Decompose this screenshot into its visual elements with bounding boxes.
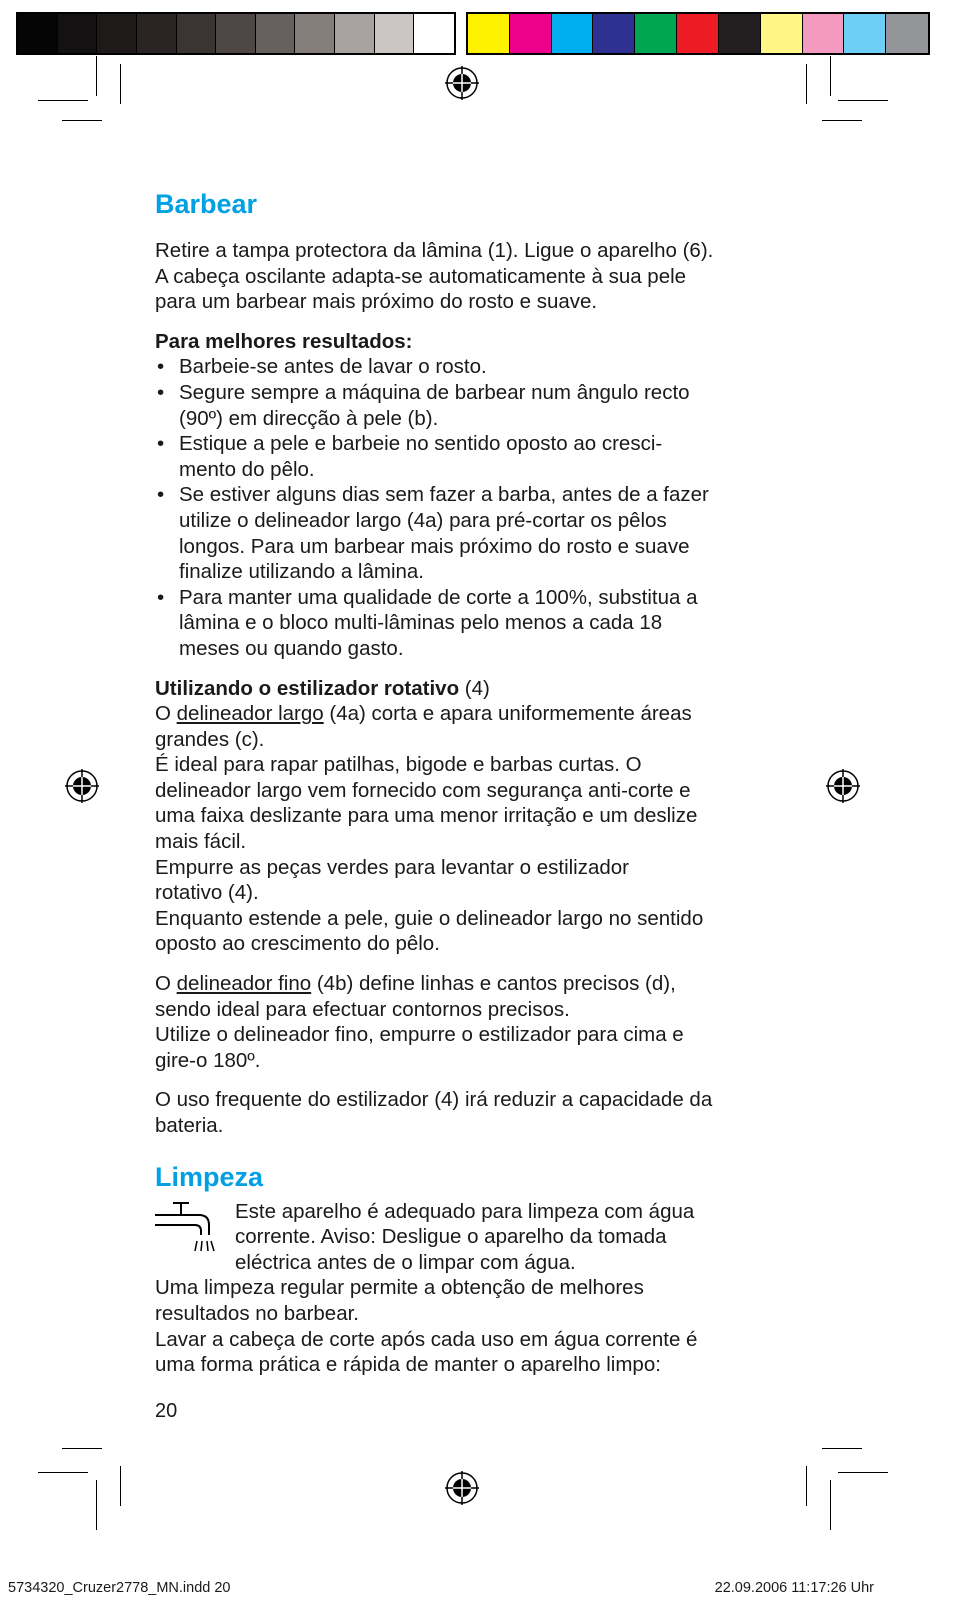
crop-mark (120, 1466, 121, 1506)
color-swatch (18, 14, 58, 53)
color-swatch (719, 14, 761, 53)
fine-trimmer-term: delineador fino (176, 972, 312, 996)
text-line: para um barbear mais próximo do rosto e suave. (155, 290, 598, 314)
crop-mark (838, 1472, 888, 1473)
crop-mark (120, 64, 121, 104)
color-swatch (295, 14, 335, 53)
registration-mark-icon (826, 769, 860, 803)
crop-mark (830, 56, 831, 96)
crop-mark (62, 1448, 102, 1449)
list-item: • Para manter uma qualidade de corte a 100%, substitua a lâmina e o bloco multi-lâminas pelo menos a cada 18 meses ou quando gasto. (155, 585, 785, 662)
color-swatch (886, 14, 928, 53)
color-swatch (335, 14, 375, 53)
color-swatch (375, 14, 415, 53)
list-item: • Estique a pele e barbeie no sentido oposto ao cresci- mento do pêlo. (155, 431, 785, 482)
styler-heading: Utilizando o estilizador rotativo (155, 676, 460, 700)
color-swatch (593, 14, 635, 53)
cleaning-body: Uma limpeza regular permite a obtenção de melhores resultados no barbear. Lavar a cabeça de corte após cada uso em água corrente é uma forma prática e rápida de manter o aparelho limpo: (155, 1276, 698, 1377)
page-content (155, 188, 785, 1378)
slug-timestamp: 22.09.2006 11:17:26 Uhr (714, 1580, 874, 1596)
color-swatch (216, 14, 256, 53)
list-item: • Segure sempre a máquina de barbear num ângulo recto (90º) em direcção à pele (b). (155, 380, 785, 431)
water-tap-icon (155, 1201, 217, 1253)
crop-mark (806, 64, 807, 104)
color-swatch (468, 14, 510, 53)
crop-mark (838, 100, 888, 101)
text-line: Retire a tampa protectora da lâmina (1). Ligue o aparelho (6). (155, 239, 714, 262)
battery-note: O uso frequente do estilizador (4) irá reduzir a capacidade da bateria. (155, 1088, 713, 1137)
color-swatch (552, 14, 594, 53)
wide-trimmer-term: delineador largo (176, 702, 324, 726)
tips-list (155, 354, 785, 661)
color-swatch (510, 14, 552, 53)
color-swatch (761, 14, 803, 53)
styler-paragraph: Utilizando o estilizador rotativo (4) O delineador largo (4a) corta e apara uniformemente áreas grandes (c). É ideal para rapar patilhas, bigode e barbas curtas. O delineador largo vem fornecido com segurança anti-corte e uma faixa deslizante para uma menor irritação e um deslize mais fácil. Empurre as peças verdes para levantar o estilizador rotativo (4). Enquanto estende a pele, guie o delineador largo no sentido oposto ao crescimento do pêlo. (155, 676, 704, 956)
color-swatch (635, 14, 677, 53)
crop-mark (96, 1480, 97, 1530)
list-item: • Barbeie-se antes de lavar o rosto. (155, 354, 785, 380)
section-title-shaving: Barbear (155, 189, 258, 219)
slug-filename: 5734320_Cruzer2778_MN.indd 20 (8, 1580, 231, 1596)
registration-mark-icon (445, 66, 479, 100)
crop-mark (38, 100, 88, 101)
registration-mark-icon (65, 769, 99, 803)
crop-mark (822, 1448, 862, 1449)
crop-mark (38, 1472, 88, 1473)
crop-mark (822, 120, 862, 121)
section-title-cleaning: Limpeza (155, 1161, 264, 1192)
tips-heading: Para melhores resultados: (155, 329, 413, 353)
color-swatch (414, 14, 454, 53)
color-swatch (844, 14, 886, 53)
color-swatch (97, 14, 137, 53)
crop-mark (830, 1480, 831, 1530)
page-number: 20 (155, 1400, 178, 1422)
color-swatch (803, 14, 845, 53)
grayscale-color-bar (16, 12, 456, 55)
tap-note: Este aparelho é adequado para limpeza com água corrente. Aviso: Desligue o aparelho da tomada eléctrica antes de o limpar com água. (155, 1199, 785, 1276)
color-swatch (256, 14, 296, 53)
color-swatch (177, 14, 217, 53)
text-line: A cabeça oscilante adapta-se automaticamente à sua pele (155, 264, 687, 288)
process-color-bar (466, 12, 930, 55)
registration-mark-icon (445, 1471, 479, 1505)
crop-mark (96, 56, 97, 96)
list-item: • Se estiver alguns dias sem fazer a barba, antes de a fazer utilize o delineador largo (4a) para pré-cortar os pêlos longos. Para um barbear mais próximo do rosto e suave finalize utilizando a lâmina. (155, 482, 785, 584)
color-swatch (58, 14, 98, 53)
color-swatch (137, 14, 177, 53)
fine-trimmer-paragraph: O delineador fino (4b) define linhas e cantos precisos (d), sendo ideal para efectuar contornos precisos. Utilize o delineador fino, empurre o estilizador para cima e gire-o 180º. (155, 972, 684, 1072)
color-swatch (677, 14, 719, 53)
crop-mark (806, 1466, 807, 1506)
crop-mark (62, 120, 102, 121)
shaving-intro (155, 238, 785, 315)
